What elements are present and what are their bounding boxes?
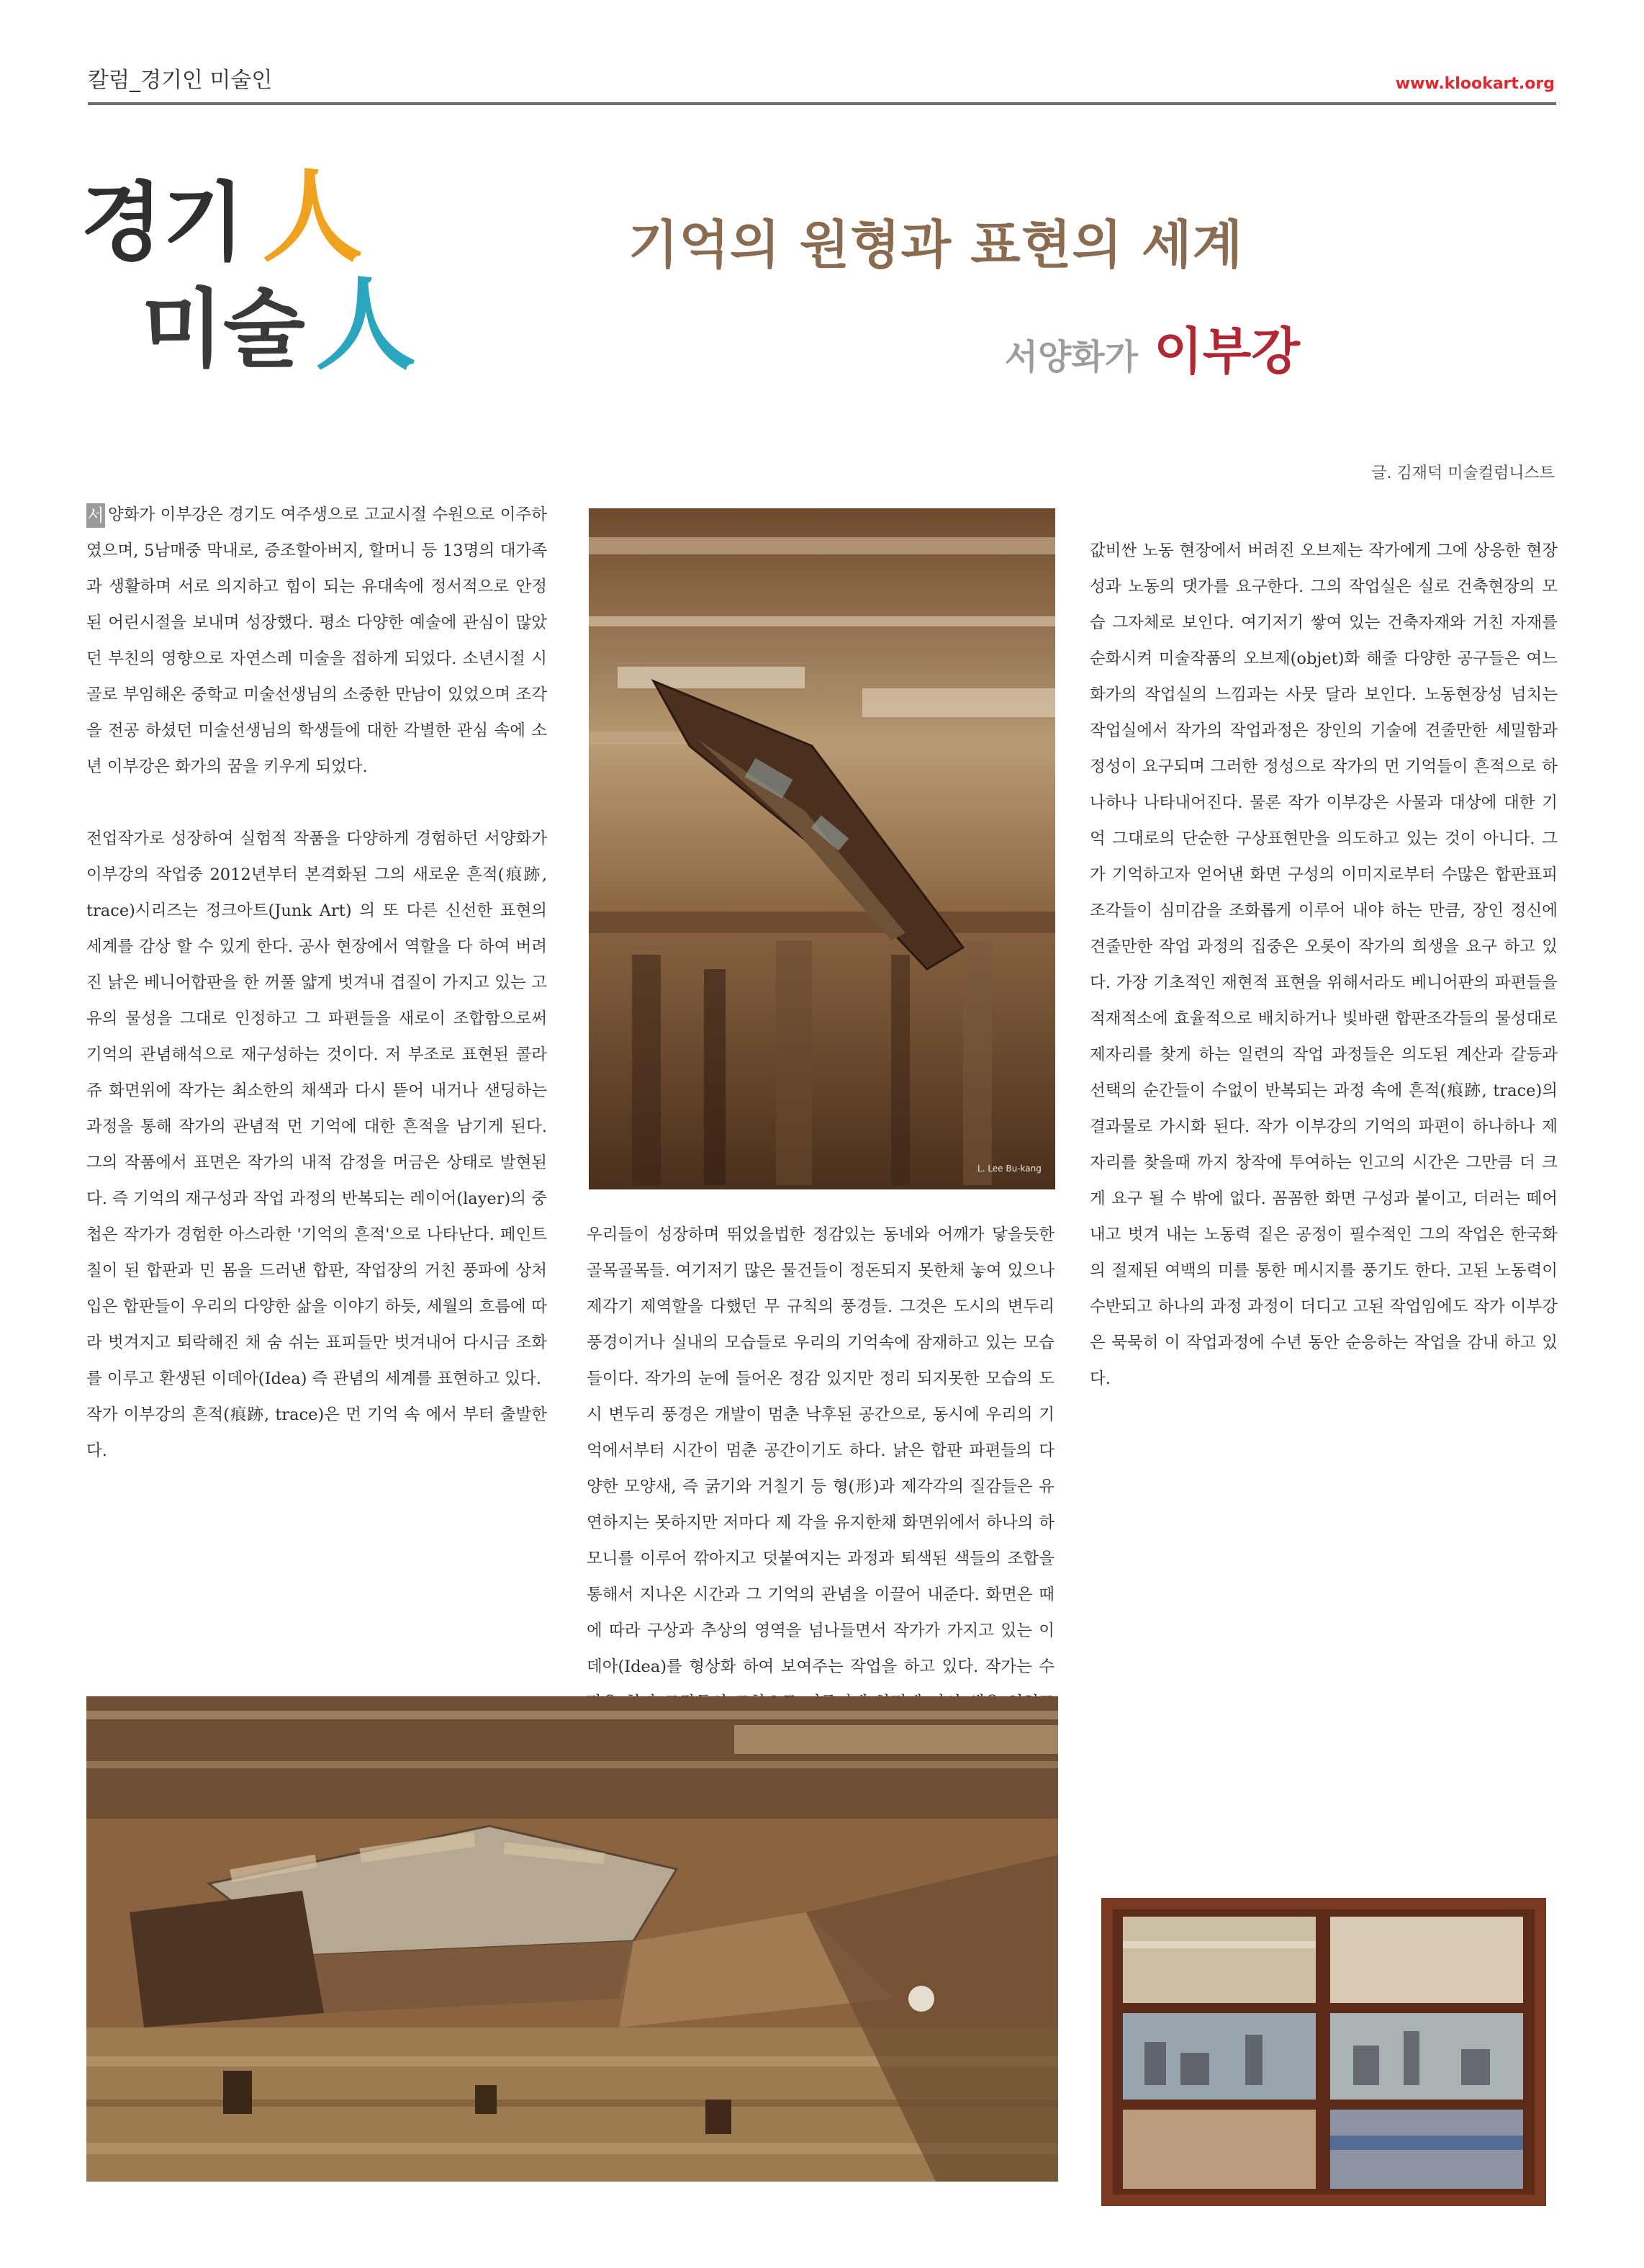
logo-line1: 경기: [81, 172, 245, 272]
artwork-rooftops-image: [86, 1696, 1058, 2182]
header-rule: [88, 102, 1556, 105]
logo-person-glyph-orange: 人: [262, 158, 363, 276]
article-subtitle: [1005, 311, 1300, 384]
column-logo: [81, 158, 417, 384]
paragraph-4: 우리들이 성장하며 뛰었을법한 정감있는 동네와 어깨가 닿을듯한 골목골목들. 여기저기 많은 물건들이 정돈되지 못한채 놓여 있으나 제각기 제역할을 다했던 무 규칙의 풍경들. 그것은 도시의 변두리 풍경이거나 실내의 모습들로 우리의 기억속에 잠재하고 있는 모습들이다. 작가의 눈에 들어온 정감 있지만 정리 되지못한 모습의 도시 변두리 풍경은 개발이 멈춘 낙후된 공간으로, 동시에 우리의 기억에서부터 시간이 멈춘 공간이기도 하다. 낡은 합판 파편들의 다양한 모양새, 즉 굵기와 거칠기 등 형(形)과 제각각의 질감들은 유연하지는 못하지만 저마다 제 각을 유지한채 화면위에서 하나의 하모니를 이루어 깎아지고 덧붙여지는 과정과 퇴색된 색들의 조합을 통해서 지나온 시간과 그 기억의 관념을 이끌어 내준다. 화면은 때에 따라 구상과 추상의 영역을 넘나들면서 작가가 가지고 있는 이데아(Idea)를 형상화 하여 보여주는 작업을 하고 있다. 작가는 수: [587, 1225, 1054, 1676]
artwork-signature: L. Lee Bu-kang: [977, 1164, 1042, 1174]
artwork-boat: [589, 508, 1055, 1189]
paragraph-3: 작가 이부강의 흔적(痕跡, trace)은 먼 기억 속 에서 부터 출발한다.: [86, 1405, 547, 1460]
byline: 글. 김재덕 미술컬럼니스트: [1371, 464, 1555, 482]
article-title: 기억의 원형과 표현의 세계: [628, 215, 1244, 275]
artwork-framed-cityscape: [1101, 1898, 1546, 2206]
logo-person-glyph-teal: 人: [315, 266, 417, 384]
artist-role: 서양화가: [1004, 337, 1139, 377]
text-column-3: [1090, 497, 1558, 1397]
artist-name: 이부강: [1154, 322, 1300, 381]
paragraph-1-text: 양화가 이부강은 경기도 여주생으로 고교시절 수원으로 이주하였으며, 5남매중 막내로, 증조할아버지, 할머니 등 13명의 대가족 과 생활하며 서로 의지하고 힘이 되는 유대속에 정서적으로 안정된 어린시절을 보내며 성장했다. 평소 다양한 예술에 관심이 많았던 부친의 영향으로 자연스레 미술을 접하게 되었다. 소년시절 시골로 부임해온 중학교 미술선생님의 소중한 만남이 있었으며 조각을 전공 하셨던 미술선생님의 학생들에 대한 각별한 관심 속에 소년 이부강은 화가의 꿈을 키우게 되었다.: [86, 505, 547, 776]
section-label: 칼럼_경기인 미술인: [88, 68, 273, 93]
logo-line2: 미술: [141, 279, 305, 379]
paragraph-2: 전업작가로 성장하여 실험적 작품을 다양하게 경험하던 서양화가 이부강의 작업중 2012년부터 본격화된 그의 새로운 흔적(痕跡, trace)시리즈는 정크아트(Junk Art) 의 또 다른 신선한 표현의 세계를 감상 할 수 있게 한다. 공사 현장에서 역할을 다 하여 버려진 낡은 베니어합판을 한 꺼풀 얇게 벗겨내 겹질이 가지고 있는 고유의 물성을 그대로 인정하고 그 파편들을 새로이 조합함으로써 기억의 관념해석으로 재구성하는 것이다. 저 부조로 표현된 콜라쥬 화면위에 작가는 최소한의 채색과 다시 뜯어 내거나 샌딩하는 과정을 통해 작가의 관념적 먼 기억에 대한 흔적을 남기게 된다. 그의 작품에서 표면은 작가의 내적 감정을 머금은 상태로 발현된다. 즉 기억의 재구성과 작업 과정의 반복되는 레이어(layer)의 중첩은 작가가 경험한 아스라한 '기억의 흔적'으로 나타난다. 페인트칠이 된 합판과 민 몸을 드러낸 합판, 작업장의 거친 풍파에 상처 입은 합판들이 우리의 다양한 삶을 이야기 하듯, 세월의 흐름에 따라 벗겨지고 퇴락해진 채 숨 쉬는 표피들만 벗겨내어 다시금 조화를 이루고 환생된 이데아(Idea) 즉 관념의 세계를 표현하고 있다.: [86, 829, 547, 1388]
paragraph-1: [86, 497, 547, 785]
website-link[interactable]: www.klookart.org: [1395, 75, 1555, 93]
text-column-1: [86, 497, 547, 1469]
dropcap: 서: [86, 503, 105, 528]
artwork-cityscape-image: [1101, 1898, 1546, 2206]
artwork-boat-image: [589, 508, 1055, 1189]
paragraph-5: 값비싼 노동 현장에서 버려진 오브제는 작가에게 그에 상응한 현장성과 노동의 댓가를 요구한다. 그의 작업실은 실로 건축현장의 모습 그자체로 보인다. 여기저기 쌓여 있는 건축자재와 거친 자재를 순화시켜 미술작품의 오브제(objet)화 해줄 다양한 공구들은 여느 화가의 작업실의 느낌과는 사뭇 달라 보인다. 노동현장성 넘치는 작업실에서 작가의 작업과정은 장인의 기술에 견줄만한 세밀함과 정성이 요구되며 그러한 정성으로 작가의 먼 기억들이 흔적으로 하나하나 나타내어진다. 물론 작가 이부강은 사물과 대상에 대한 기억 그대로의 단순한 구상표현만을 의도하고 있는 것이 아니다. 그가 기억하고자 얻어낸 화면 구성의 이미지로부터 수많은 합판표피 조각들이 심미감을 조화롭게 이루어 내야 하는 만큼, 장인 정신에 견줄만한 작업 과정의 집중은 오롯이 작가의 희생을 요구 하고 있다. 가장 기초적인 재현적 표현을 위해서라도 베니어판의 파편들을 적재적소에 효율적으로 배치하거나 빛바랜 합판조각들의 물성대로 제자리를 찾게 하는 일련의 작업 과정들은 의도된 계산과 갈등과 선택의 순간들이 수없이 반복되는 과정 속에 흔적(痕跡, trace)의 결과물로 가시화 된다. 작가 이부강의 기억의 파편이 하나하나 제자리를 찾을때 까지 창작에 투여하는 인고의 시간은 그만큼 더 크게 요구 될 수 밖에 없다. 꼼꼼한 화면 구성과 붙이고, 더러는 떼어내고 벗겨 내는 노동력 짙은 공정이 필수적인 그의 작업은 한국화의 절제된 여백의 미를 통한 메시지를 풍기도 한다. 고된 노동력이 수반되고 하나의 과정 과정이 더디고 고된 작업임에도 작가 이부강은 묵묵히 이 작업과정에 수년 동안 순응하는 작업을 감내 하고 있다.: [1090, 541, 1558, 1388]
artwork-rooftops: [86, 1696, 1058, 2182]
